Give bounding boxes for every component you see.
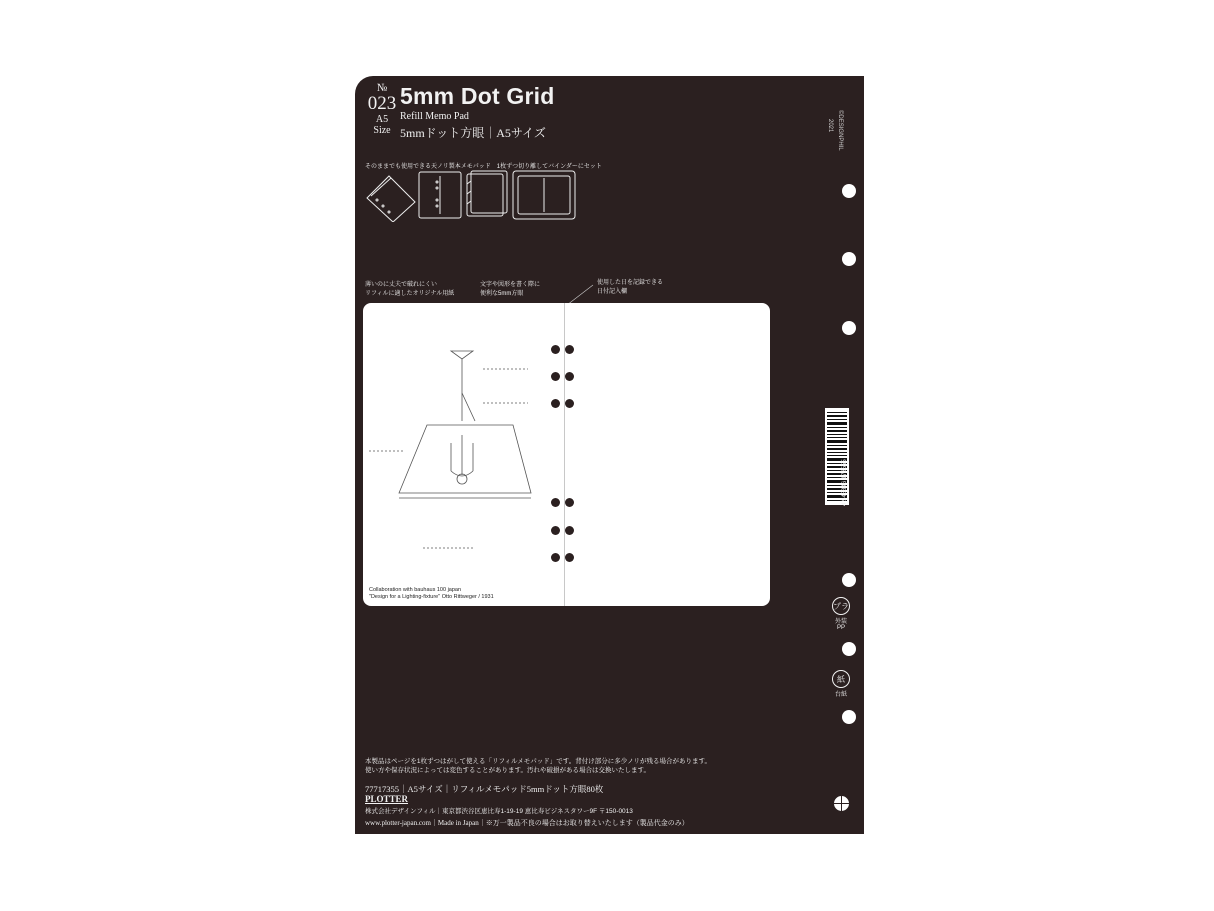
date-note — [597, 279, 663, 297]
binder-hole — [565, 553, 574, 562]
binder-hole — [565, 372, 574, 381]
paper-recycle-icon: 紙 — [832, 670, 850, 688]
pad-caption-line2: "Design for a Lighting-fixture" Otto Rittweger / 1931 — [369, 594, 494, 600]
binder-hole — [551, 345, 560, 354]
punch-hole — [842, 252, 856, 266]
plastic-mark-label: 外装 — [834, 619, 847, 625]
date-note-line1: 使用した日を記録できる — [597, 280, 664, 286]
info-text-1: 本製品はページを1枚ずつはがして使える「リフィルメモパッド」です。背付け部分に多少ノリが残る場合があります。 — [365, 758, 711, 765]
product-code-line: 77717355｜A5サイズ｜リフィルメモパッド5mmドット方眼80枚 — [365, 784, 604, 794]
binder-hole — [565, 498, 574, 507]
paper-recycling-mark — [830, 670, 852, 698]
pad-caption-line1: Collaboration with bauhaus 100 japan — [369, 587, 462, 593]
plastic-mark-sub: PP — [836, 625, 845, 631]
number-mark: № — [376, 82, 388, 94]
barcode-number: 4 945846 173555 — [842, 459, 848, 506]
size-label: A5 — [375, 114, 389, 125]
binder-hole — [551, 553, 560, 562]
grid-note-line1: 文字や図形を書く際に — [480, 282, 541, 288]
footer-text: www.plotter-japan.com｜Made in Japan｜※万一製品不良の場合はお取り替えいたします（製品代金のみ） — [365, 819, 689, 827]
binder-hole — [565, 399, 574, 408]
product-number-block — [365, 82, 399, 136]
step-pad-angled-icon — [367, 176, 415, 222]
binder-hole — [551, 498, 560, 507]
memo-pad-preview — [363, 303, 770, 606]
binder-hole — [565, 526, 574, 535]
step-pad-front-icon — [419, 172, 461, 218]
binder-hole — [565, 345, 574, 354]
punch-hole — [842, 642, 856, 656]
binder-hole — [551, 526, 560, 535]
paper-note-line1: 薄いのに丈夫で破れにくい — [365, 282, 438, 288]
pad-caption — [369, 587, 494, 601]
info-text-2: 使い方や保存状況によっては変色することがあります。汚れや破損がある場合は交換いたします。 — [365, 767, 650, 774]
plastic-recycle-icon: プラ — [832, 597, 850, 615]
size-word: Size — [373, 125, 391, 136]
step-binder-stack-icon — [467, 171, 507, 216]
punch-hole — [842, 573, 856, 587]
copyright-text: ©DESIGNPHIL — [837, 110, 843, 151]
registration-mark-icon — [834, 796, 849, 811]
plastic-recycling-mark — [830, 597, 852, 631]
date-note-line2: 日付記入欄 — [597, 289, 628, 295]
paper-mark-label: 台紙 — [834, 692, 847, 698]
binder-hole — [551, 372, 560, 381]
binder-hole — [551, 399, 560, 408]
punch-hole — [842, 710, 856, 724]
grid-note — [480, 281, 540, 299]
product-subtitle: Refill Memo Pad — [400, 111, 469, 122]
product-card — [355, 76, 864, 834]
usage-steps-illustration — [363, 170, 593, 222]
product-number: 023 — [367, 93, 397, 114]
paper-note-line2: リフィルに適したオリジナル用紙 — [365, 291, 455, 297]
paper-note — [365, 281, 454, 299]
product-title: 5mm Dot Grid — [400, 83, 555, 109]
steps-caption: そのままでも使用できる天ノリ製本メモパッド 1枚ずつ切り離してバインダーにセット — [365, 164, 602, 170]
punch-hole — [842, 321, 856, 335]
punch-hole — [842, 184, 856, 198]
brand-name: PLOTTER — [365, 794, 409, 804]
copyright-year: 2021 — [827, 119, 833, 133]
lamp-sketch-illustration — [363, 303, 563, 583]
grid-note-line2: 便利な5mm方眼 — [480, 291, 524, 297]
step-binder-open-icon — [513, 171, 575, 219]
company-address: 株式会社デザインフィル｜東京都渋谷区恵比寿1-19-19 恵比寿ビジネスタワー9F 〒150-0013 — [365, 808, 633, 815]
product-subtitle-jp: 5mmドット方眼｜A5サイズ — [400, 126, 546, 140]
